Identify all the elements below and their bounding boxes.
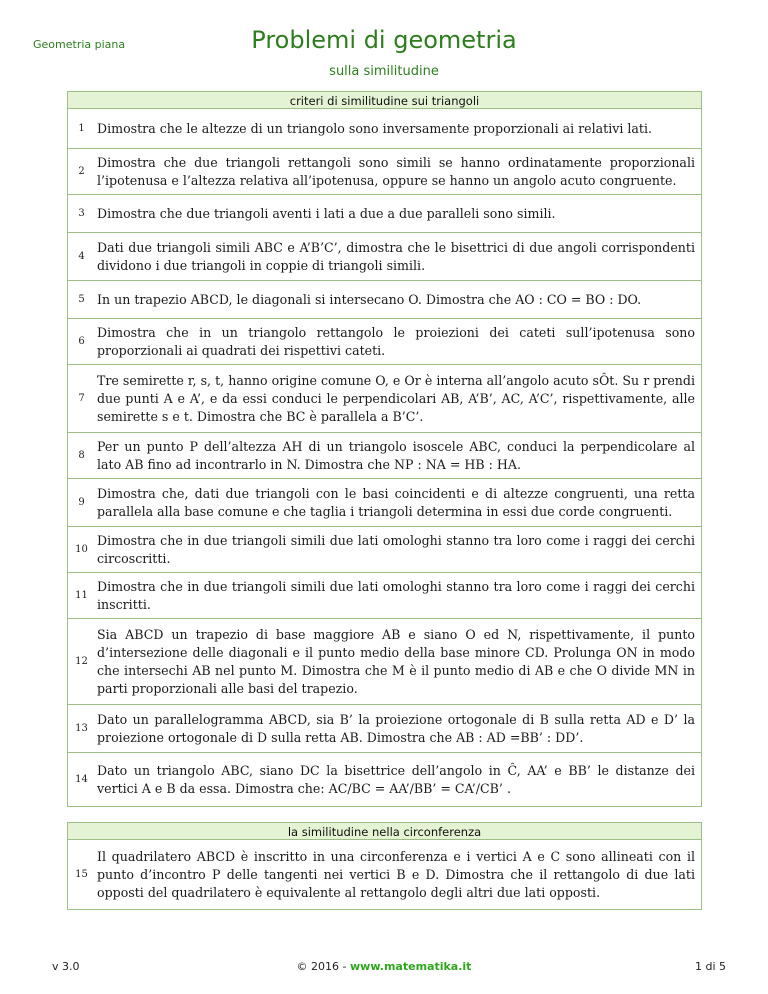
problem-number: 2 xyxy=(78,166,85,177)
problem-text: Dimostra che in due triangoli simili due lati omologhi stanno tra loro come i raggi dei cerchi circoscritti. xyxy=(97,532,695,566)
problem-text: Dimostra che due triangoli aventi i lati a due a due paralleli sono simili. xyxy=(97,205,556,221)
problem-row xyxy=(67,281,702,319)
problem-text: Dato un parallelogramma ABCD, sia B’ la proiezione ortogonale di B sulla retta AD e D’ la proiezione ortogonale di D sulla retta AB. Dimostra che AB : AD =BB’ : DD’. xyxy=(97,711,695,745)
problem-number: 3 xyxy=(78,208,85,219)
problem-row xyxy=(67,319,702,365)
site-link[interactable]: www.matematika.it xyxy=(350,960,472,973)
problem-number: 8 xyxy=(78,450,85,461)
problem-number: 12 xyxy=(75,656,88,667)
problem-list-circonferenza xyxy=(67,840,702,910)
problem-row xyxy=(67,109,702,149)
problem-row xyxy=(67,573,702,619)
page-title: Problemi di geometria xyxy=(251,26,517,54)
problem-text: Il quadrilatero ABCD è inscritto in una circonferenza e i vertici A e C sono allineati con il punto d’incontro P delle tangenti nei vertici B e D. Dimostra che il rettangolo di due lati opposti del quadrilatero è equivalente al rettangolo degli altri due lati opposti. xyxy=(97,848,695,900)
problem-number: 13 xyxy=(75,723,88,734)
copyright-line xyxy=(0,960,768,973)
problem-list-criteri xyxy=(67,109,702,807)
problem-text: Dimostra che due triangoli rettangoli sono simili se hanno ordinatamente proporzionali l’ipotenusa e l’altezza relativa all’ipotenusa, oppure se hanno un angolo acuto congruente. xyxy=(97,154,695,188)
subject-tag: Geometria piana xyxy=(33,38,126,51)
page-number: 1 di 5 xyxy=(694,960,726,973)
copyright-text: © 2016 - xyxy=(296,960,350,973)
problem-text: Per un punto P dell’altezza AH di un triangolo isoscele ABC, conduci la perpendicolare al lato AB fino ad incontrarlo in N. Dimostra che NP : NA = HB : HA. xyxy=(97,438,695,472)
problem-number: 15 xyxy=(75,869,88,880)
problem-number: 4 xyxy=(78,251,85,262)
problem-row xyxy=(67,195,702,233)
problem-text: Dimostra che, dati due triangoli con le basi coincidenti e di altezze congruenti, una retta parallela alla base comune e che taglia i triangoli determina in essi due corde congruenti. xyxy=(97,485,695,519)
problem-number: 14 xyxy=(75,774,88,785)
problem-row xyxy=(67,149,702,195)
problem-text: Dimostra che in un triangolo rettangolo le proiezioni dei cateti sull’ipotenusa sono proporzionali ai quadrati dei rispettivi cateti. xyxy=(97,324,695,358)
section-heading-criteri: criteri di similitudine sui triangoli xyxy=(67,91,702,109)
version-label: v 3.0 xyxy=(52,960,80,973)
problem-text: Tre semirette r, s, t, hanno origine comune O, e Or è interna all’angolo acuto sÔt. Su r prendi due punti A e A’, e da essi conduci le perpendicolari AB, A’B’, AC, A’C’, rispettivamente, alle semirette s e t. Dimostra che BC è parallela a B’C’. xyxy=(97,372,695,424)
problem-row xyxy=(67,365,702,433)
problem-number: 9 xyxy=(78,497,85,508)
problem-row xyxy=(67,233,702,281)
problem-number: 6 xyxy=(78,336,85,347)
problem-number: 11 xyxy=(75,590,88,601)
problem-row xyxy=(67,753,702,807)
problem-row xyxy=(67,705,702,753)
problem-row xyxy=(67,433,702,479)
page-subtitle: sulla similitudine xyxy=(329,64,439,79)
problem-text: Dato un triangolo ABC, siano DC la bisettrice dell’angolo in Ĉ, AA’ e BB’ le distanze dei vertici A e B da essa. Dimostra che: AC/BC = AA’/BB’ = CA’/CB’ . xyxy=(97,762,695,796)
problem-number: 5 xyxy=(78,294,85,305)
problem-number: 10 xyxy=(75,544,88,555)
problem-row xyxy=(67,840,702,910)
problem-text: Sia ABCD un trapezio di base maggiore AB e siano O ed N, rispettivamente, il punto d’intersezione delle diagonali e il punto medio della base minore CD. Prolunga ON in modo che intersechi AB nel punto M. Dimostra che M è il punto medio di AB e che O divide MN in parti proporzionali alle basi del trapezio. xyxy=(97,626,695,696)
problem-text: In un trapezio ABCD, le diagonali si intersecano O. Dimostra che AO : CO = BO : DO. xyxy=(97,291,642,307)
problem-number: 7 xyxy=(78,393,85,404)
problem-row xyxy=(67,527,702,573)
problem-text: Dati due triangoli simili ABC e A’B’C’, dimostra che le bisettrici di due angoli corrispondenti dividono i due triangoli in coppie di triangoli simili. xyxy=(97,239,695,273)
problem-row xyxy=(67,619,702,705)
problem-text: Dimostra che in due triangoli simili due lati omologhi stanno tra loro come i raggi dei cerchi inscritti. xyxy=(97,578,695,612)
problem-text: Dimostra che le altezze di un triangolo sono inversamente proporzionali ai relativi lati. xyxy=(97,120,653,136)
problem-row xyxy=(67,479,702,527)
problem-number: 1 xyxy=(78,123,85,134)
section-heading-circonferenza: la similitudine nella circonferenza xyxy=(67,822,702,840)
